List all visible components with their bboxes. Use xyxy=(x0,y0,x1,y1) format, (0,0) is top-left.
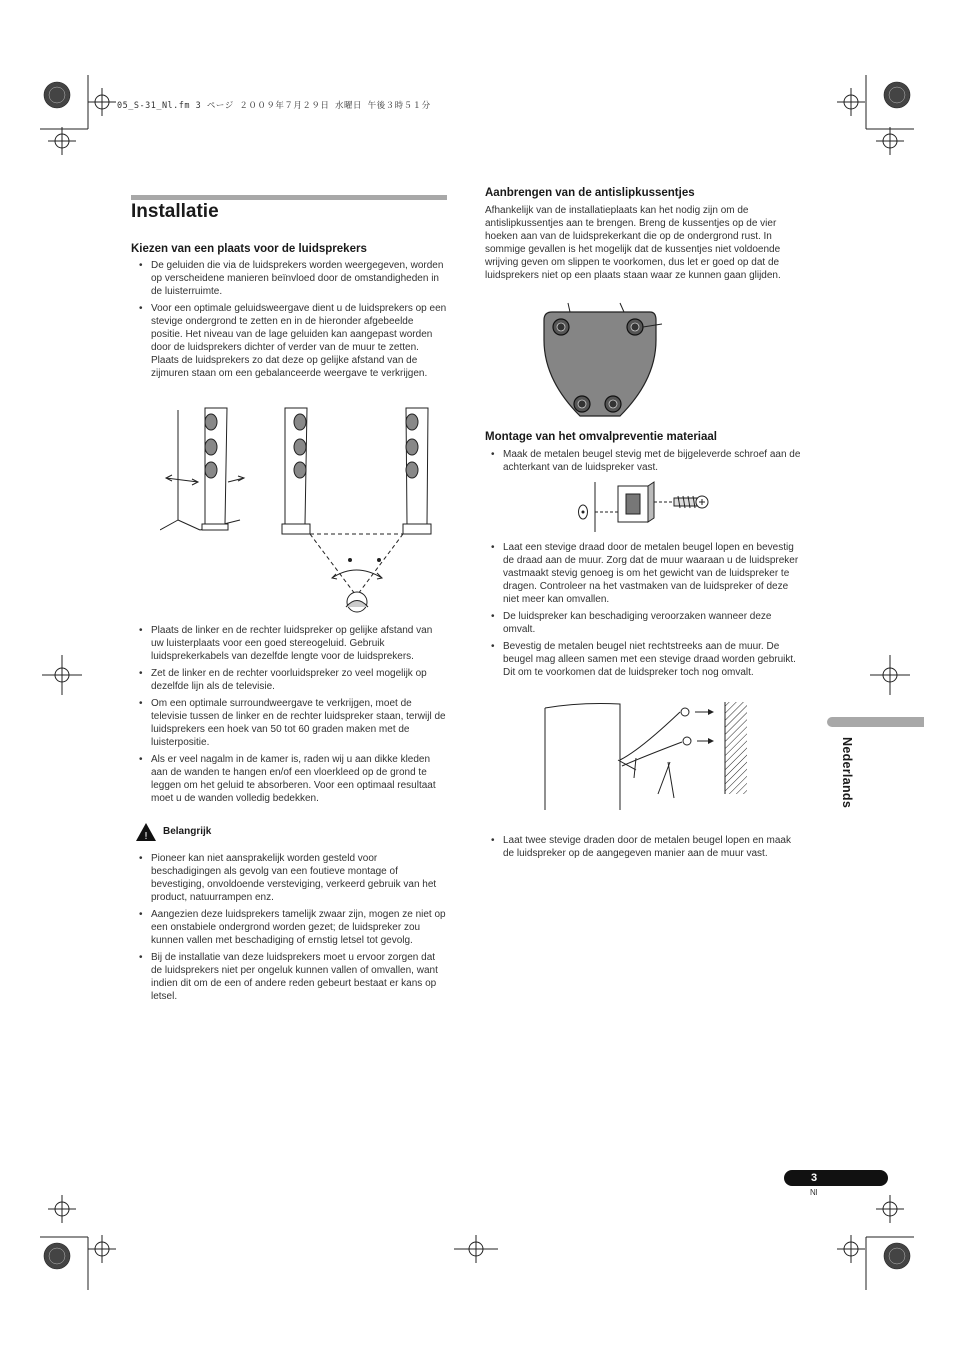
list-item: • Aangezien deze luidsprekers tamelijk zwaar zijn, mogen ze niet op een onstabiele ondergrond worden gezet; de luidspreker zou kunnen vallen met beschadiging of ernstig letsel tot gevolg. xyxy=(131,908,447,947)
list-item: • Laat twee stevige draden door de metalen beugel lopen en maak de luidspreker op de aangegeven manier aan de muur vast. xyxy=(483,834,801,860)
list-item: • Bevestig de metalen beugel niet rechtstreeks aan de muur. De beugel mag alleen samen met een stevige draad worden gebruikt. Dit om te voorkomen dat de luidspreker toch nog omvalt. xyxy=(483,640,801,679)
important-label: Belangrijk xyxy=(163,826,212,837)
page-language-code: Nl xyxy=(810,1188,818,1197)
list-item: • Laat een stevige draad door de metalen beugel lopen en bevestig de draad aan de muur. Zorg dat de muur waaraan u de luidspreker vastmaakt stevig genoeg is om het gewicht van de luidspreker te dragen. Controleer na het vastmaken van de luidspreker of deze niet meer kan omvallen. xyxy=(483,541,801,606)
section-heading-placement: Kiezen van een plaats voor de luidsprekers xyxy=(131,243,367,255)
wall-mount-illustration xyxy=(540,700,752,812)
list-item: • Bij de installatie van deze luidsprekers moet u ervoor zorgen dat de luidsprekers niet per ongeluk kunnen vallen of omvallen, want indien dit om de een of andere reden gebeurt bestaat er kans op letsel. xyxy=(131,951,447,1003)
speaker-placement-illustration xyxy=(160,402,450,620)
bracket-screw-illustration xyxy=(574,480,714,534)
wire-list xyxy=(483,541,801,683)
placement-tips-list xyxy=(131,624,447,809)
page-number: 3 xyxy=(784,1170,888,1186)
list-item: • Maak de metalen beugel stevig met de bijgeleverde schroef aan de achterkant van de luidspreker vast. xyxy=(483,448,801,474)
section-heading-tip-prevention: Montage van het omvalpreventie materiaal xyxy=(485,431,717,443)
list-item: • Als er veel nagalm in de kamer is, raden wij u aan dikke kleden aan de wanden te hangen en/of een vloerkleed op de grond te leggen om het geluid te absorberen. Voor een optimaal resultaat moet u de wanden volledig bedekken. xyxy=(131,753,447,805)
language-tab-label: Nederlands xyxy=(840,737,854,809)
list-item: • De luidspreker kan beschadiging veroorzaken wanneer deze omvalt. xyxy=(483,610,801,636)
list-item: • Om een optimale surroundweergave te verkrijgen, moet de televisie tussen de linker en de rechter luidspreker staan, terwijl de luidsprekers een hoek van 50 tot 60 graden maken met de luisterpositie. xyxy=(131,697,447,749)
list-item: • De geluiden die via de luidsprekers worden weergegeven, worden op verscheidene manieren beïnvloed door de omstandigheden in de luisterruimte. xyxy=(131,259,447,298)
important-list xyxy=(131,852,447,1007)
bracket-list xyxy=(483,448,801,478)
list-item: • Plaats de linker en de rechter luidspreker op gelijke afstand van uw luisterplaats voor een goed stereogeluid. Gebruik luidsprekerkabels van dezelfde lengte voor de luidsprekers. xyxy=(131,624,447,663)
section-heading-antislip: Aanbrengen van de antislipkussentjes xyxy=(485,187,695,199)
list-item: • Voor een optimale geluidsweergave dient u de luidsprekers op een stevige ondergrond te zetten en in de hieronder afgebeelde positie. Het niveau van de lage geluiden kan aangepast worden door de luidsprekers dichter of verder van de muur te zetten. Plaats de luidsprekers zo dat deze op gelijke afstand van de zijmuren staan om een gebalanceerde weergave te verkrijgen. xyxy=(131,302,447,380)
placement-list xyxy=(131,259,447,384)
antislip-text: Afhankelijk van de installatieplaats kan het nodig zijn om de antislipkussentjes aan te brengen. Breng de kussentjes op de vier hoeken aan van de luidsprekerkant die op de ondergrond rust. In sommige gevallen is het mogelijk dat de kussentjes niet voldoende wrijving geven om slippen te voorkomen, dus let er goed op dat de luidsprekers niet op een plaats staan waar ze kunnen gaan glijden. xyxy=(485,205,781,281)
title-rule xyxy=(131,195,447,200)
list-item: • Zet de linker en de rechter voorluidspreker zo veel mogelijk op dezelfde lijn als de televisie. xyxy=(131,667,447,693)
language-tab-bar xyxy=(827,717,924,727)
final-wire-list xyxy=(483,834,801,864)
list-item: • Pioneer kan niet aansprakelijk worden gesteld voor beschadigingen als gevolg van een foutieve montage of bevestiging, onvoldoende versteviging, verkeerd gebruik van het product, natuurrampen enz. xyxy=(131,852,447,904)
svg-text:!: ! xyxy=(143,831,149,842)
warning-icon xyxy=(135,822,157,842)
page-title: Installatie xyxy=(131,201,219,222)
print-header: 05_S-31_Nl.fm 3 ページ ２００９年７月２９日 水曜日 午後３時５１分 xyxy=(117,101,431,111)
antislip-pads-illustration xyxy=(540,300,670,422)
